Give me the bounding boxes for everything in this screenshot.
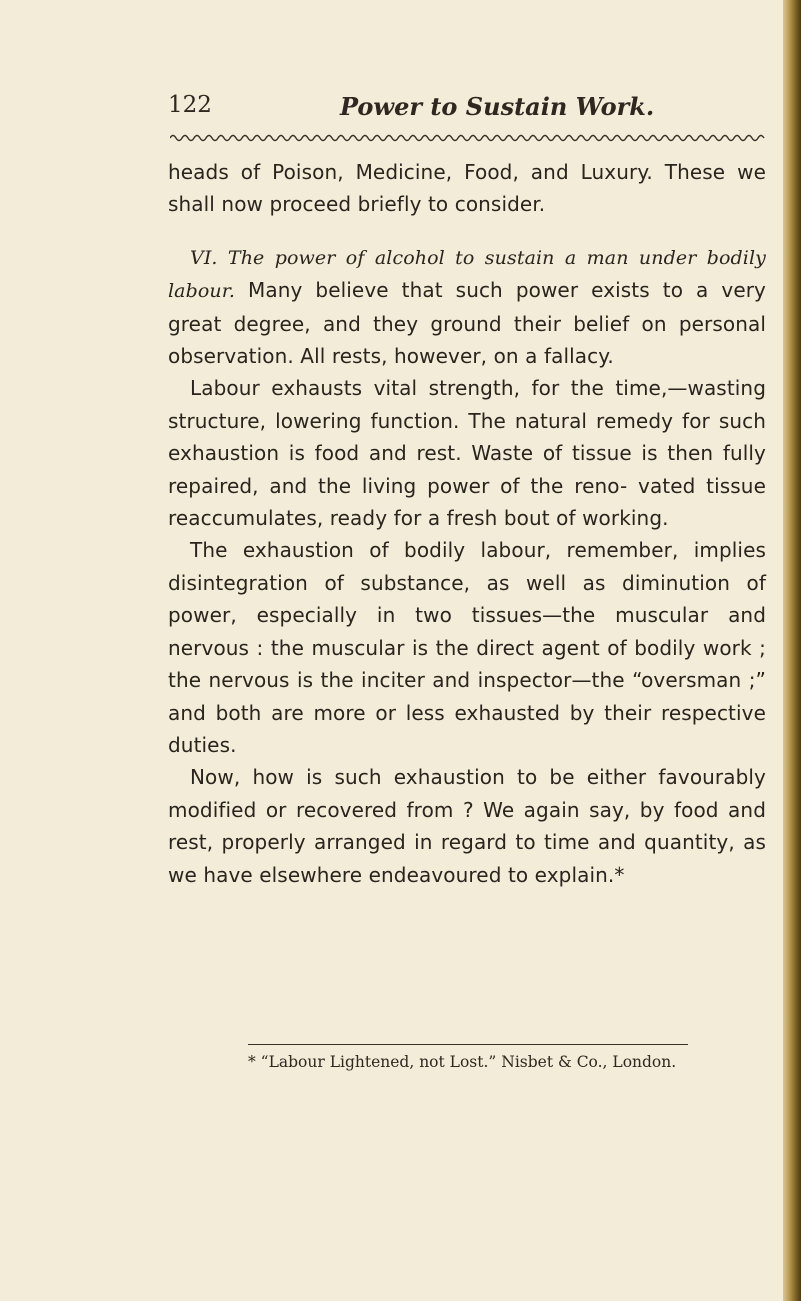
paragraph-exhaustion: The exhaustion of bodily labour, remember, implies disintegration of substance, as well as diminution of power, especially in two tissues—the muscular and nervous : the muscular is the direct agent of bodily work ; the nervous is the inciter and inspector—the “oversman ;” and both are more or less exhausted by their respective duties. [168, 538, 766, 757]
page-number: 122 [168, 92, 212, 118]
section-text: Many believe that such power exists to a very great degree, and they ground their belief on personal observation. All rests, however, on a fallacy. [168, 278, 766, 369]
wavy-rule-ornament [170, 133, 768, 143]
paragraph-continuation: heads of Poison, Medicine, Food, and Luxury. These we shall now proceed briefly to consider. [168, 160, 766, 217]
paragraph-recovery: Now, how is such exhaustion to be either favourably modified or recovered from ? We again say, by food and rest, properly arranged in regard to time and quantity, as we have elsewhere endeavoured to explain.* [168, 765, 766, 887]
running-head [168, 92, 768, 132]
footnote: * “Labour Lightened, not Lost.” Nisbet & Co., London. [248, 1053, 677, 1071]
body-text [168, 156, 766, 891]
footnote-rule [248, 1044, 688, 1045]
running-title: Power to Sustain Work. [340, 92, 655, 121]
paragraph-labour: Labour exhausts vital strength, for the time,—wasting structure, lowering function. The natural remedy for such exhaustion is food and rest. Waste of tissue is then fully repaired, and the living power of the reno- vated tissue reaccumulates, ready for a fresh bout of working. [168, 376, 766, 531]
book-page-edge [783, 0, 801, 1301]
paragraph-section-vi [168, 241, 766, 373]
section-heading: VI. The power of alcohol to sustain a man under bodily labour. [168, 246, 766, 303]
